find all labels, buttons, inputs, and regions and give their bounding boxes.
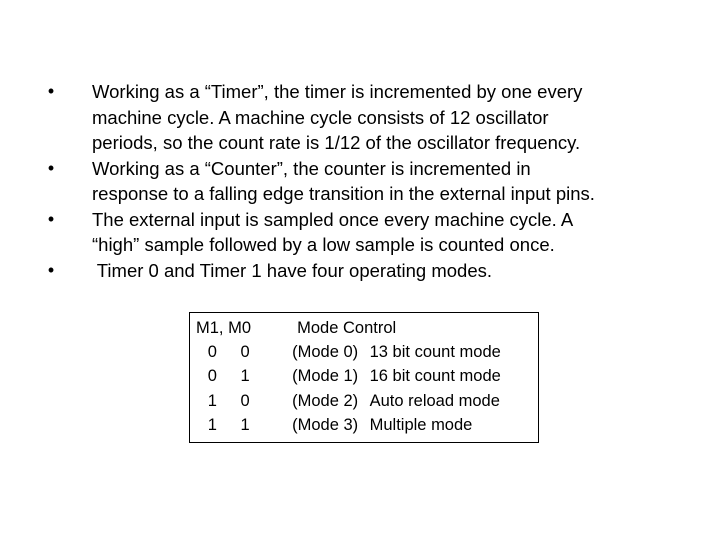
mode-control-header: Mode Control	[297, 319, 397, 337]
bullet-text-line: periods, so the count rate is 1/12 of the oscillator frequency.	[92, 132, 581, 153]
bullet-item	[40, 156, 710, 207]
bullet-text-line: Timer 0 and Timer 1 have four operating modes.	[92, 259, 493, 281]
m0-cell: 1	[240, 415, 250, 434]
m0-cell: 0	[240, 343, 250, 362]
bullet-text-line: The external input is sampled once every machine cycle. A	[92, 208, 574, 230]
bullet-text-line: Working as a “Timer”, the timer is incremented by one every	[92, 81, 583, 102]
mode-desc-cell: 13 bit count mode	[369, 343, 501, 362]
bullet-dot-icon: •	[47, 259, 55, 280]
bullet-text-line: Working as a “Counter”, the counter is incremented in	[92, 157, 531, 179]
m1-cell: 1	[207, 415, 217, 434]
m0-cell: 1	[240, 367, 250, 386]
m1-cell: 0	[207, 367, 217, 386]
mode-cell: (Mode 1)	[292, 367, 359, 386]
bullet-item	[40, 258, 710, 284]
bullet-text-line: response to a falling edge transition in the external input pins.	[92, 183, 595, 204]
bullet-text-line: machine cycle. A machine cycle consists of 12 oscillator	[92, 106, 549, 128]
bullet-text-line: “high” sample followed by a low sample is counted once.	[92, 234, 555, 255]
bullet-dot-icon: •	[47, 208, 55, 229]
mode-cell: (Mode 2)	[292, 391, 359, 410]
mode-bits-header: M1, M0	[196, 319, 252, 337]
mode-cell: (Mode 3)	[292, 415, 359, 434]
bullet-item	[40, 79, 710, 156]
mode-table	[196, 316, 538, 437]
mode-table-header-row	[196, 316, 538, 340]
mode-desc-cell: Auto reload mode	[369, 391, 500, 410]
mode-table-row	[196, 364, 538, 388]
bullet-dot-icon: •	[47, 81, 55, 101]
mode-table-box	[189, 312, 539, 443]
bullet-dot-icon: •	[47, 157, 55, 178]
m0-cell: 0	[240, 391, 250, 410]
mode-table-row	[196, 340, 538, 364]
m1-cell: 1	[207, 391, 217, 410]
mode-table-row	[196, 413, 538, 437]
mode-table-row	[196, 389, 538, 413]
mode-cell: (Mode 0)	[292, 343, 359, 362]
m1-cell: 0	[207, 343, 217, 362]
bullet-item	[40, 207, 710, 258]
bullet-list	[40, 79, 710, 283]
mode-desc-cell: Multiple mode	[369, 415, 473, 434]
mode-desc-cell: 16 bit count mode	[369, 367, 501, 386]
